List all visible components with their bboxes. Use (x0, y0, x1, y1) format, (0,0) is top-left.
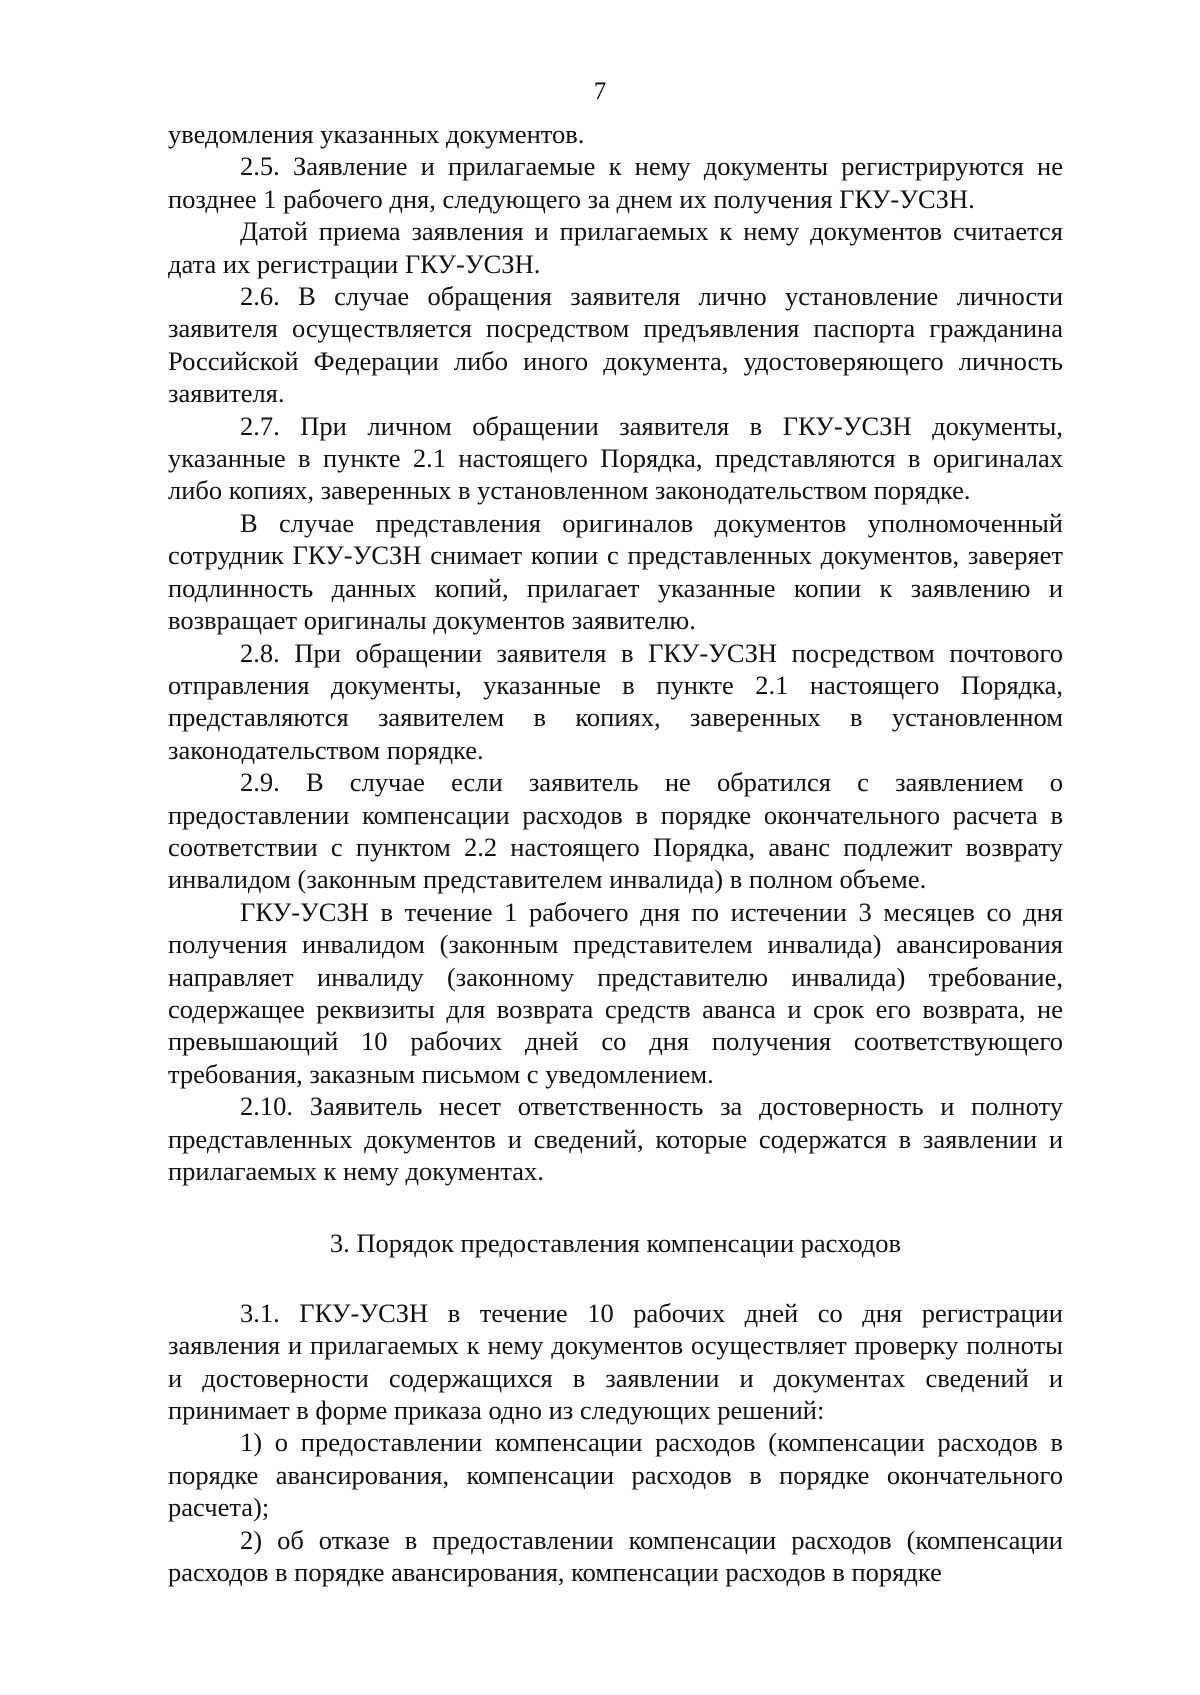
paragraph-2-6: 2.6. В случае обращения заявителя лично установление личности заявителя осуществляется посредством предъявления паспорта гражданина Российской Федерации либо иного документа, удостоверяющего личность заявителя. (168, 281, 1063, 409)
paragraph-2-8: 2.8. При обращении заявителя в ГКУ-УСЗН посредством почтового отправления документы, указанные в пункте 2.1 настоящего Порядка, представляются заявителем в копиях, заверенных в установленном законодательством порядке. (168, 637, 1063, 765)
paragraph-3-1-item-1: 1) о предоставлении компенсации расходов (компенсации расходов в порядке авансирования, компенсации расходов в порядке окончательного расчета); (168, 1427, 1063, 1523)
paragraph-2-10: 2.10. Заявитель несет ответственность за достоверность и полноту представленных документов и сведений, которые содержатся в заявлении и прилагаемых к нему документах. (168, 1091, 1063, 1186)
paragraph-2-9: 2.9. В случае если заявитель не обратился с заявлением о предоставлении компенсации расходов в порядке окончательного расчета в соответствии с пунктом 2.2 настоящего Порядка, аванс подлежит возврату инвалидом (законным представителем инвалида) в полном объеме. (168, 767, 1063, 895)
paragraph-2-5-date: Датой приема заявления и прилагаемых к нему документов считается дата их регистрации ГКУ-УСЗН. (168, 216, 1063, 279)
document-body (168, 118, 1063, 1588)
intro-line: уведомления указанных документов. (168, 119, 585, 149)
section-3-heading: 3. Порядок предоставления компенсации расходов (329, 1228, 902, 1259)
page-number: 7 (593, 78, 607, 105)
paragraph-2-9-refund: ГКУ-УСЗН в течение 1 рабочего дня по истечении 3 месяцев со дня получения инвалидом (законным представителем инвалида) авансирования направляет инвалиду (законному представителю инвалида) требование, содержащее реквизиты для возврата средств аванса и срок его возврата, не превышающий 10 рабочих дней со дня получения соответствующего требования, заказным письмом с уведомлением. (168, 896, 1063, 1089)
paragraph-2-7: 2.7. При личном обращении заявителя в ГКУ-УСЗН документы, указанные в пункте 2.1 настоящего Порядка, представляются в оригиналах либо копиях, заверенных в установленном законодательством порядке. (168, 410, 1063, 506)
paragraph-2-7-originals: В случае представления оригиналов документов уполномоченный сотрудник ГКУ-УСЗН снимает копии с представленных документов, заверяет подлинность данных копий, прилагает указанные копии к заявлению и возвращает оригиналы документов заявителю. (168, 507, 1063, 636)
paragraph-2-5: 2.5. Заявление и прилагаемые к нему документы регистрируются не позднее 1 рабочего дня, следующего за днем их получения ГКУ-УСЗН. (168, 151, 1063, 214)
paragraph-3-1: 3.1. ГКУ-УСЗН в течение 10 рабочих дней со дня регистрации заявления и прилагаемых к нему документов осуществляет проверку полноты и достоверности содержащихся в заявлении и документах сведений и принимает в форме приказа одно из следующих решений: (168, 1297, 1063, 1426)
paragraph-3-1-item-2: 2) об отказе в предоставлении компенсации расходов (компенсации расходов в порядке авансирования, компенсации расходов в порядке (168, 1524, 1063, 1588)
